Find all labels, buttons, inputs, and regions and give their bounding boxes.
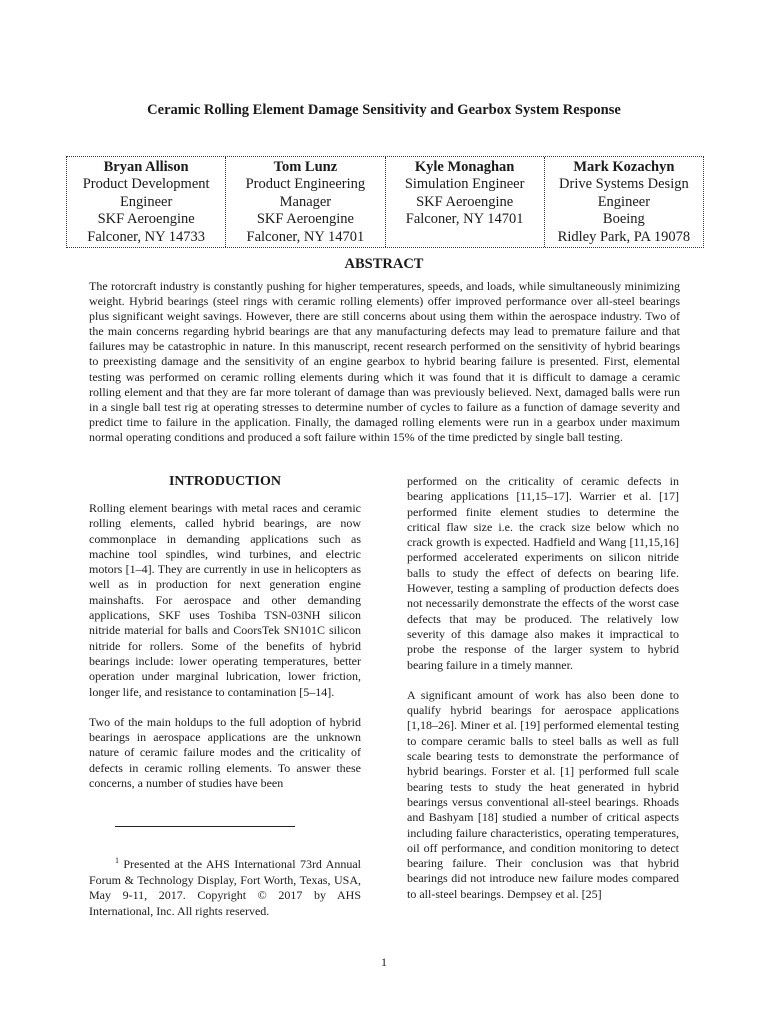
abstract-heading: ABSTRACT	[344, 256, 424, 272]
author-block	[545, 157, 703, 247]
author-line: SKF Aeroengine	[97, 211, 195, 228]
author-line: Manager	[279, 193, 332, 210]
author-line: Falconer, NY 14733	[87, 228, 205, 245]
body-paragraph: performed on the criticality of ceramic defects in bearing applications [11,15–17]. Warrier et al. [17] performed finite element studies to determine the critical flaw size i.e. the crack size below which no crack growth is expected. Hadfield and Wang [11,15,16] performed accelerated experiments on silicon nitride balls to study the effect of defects on bearing life. However, testing a sampling of production defects does not necessarily demonstrate the effects of the worst case defects that may be produced. The relatively low severity of this damage also makes it impractical to probe the response of the larger system to hybrid bearing failure in a timely manner.	[407, 474, 679, 672]
author-name: Mark Kozachyn	[573, 159, 675, 175]
body-paragraph: A significant amount of work has also been done to qualify hybrid bearings for aerospace applications [1,18–26]. Miner et al. [19] performed elemental testing to compare ceramic balls to steel balls as well as full scale bearing tests to demonstrate the performance of hybrid bearings. Forster et al. [1] performed full scale bearing tests to study the heat generated in hybrid bearings versus conventional all-steel bearings. Rhoads and Bashyam [18] studied a number of critical aspects including failure characteristics, operating temperatures, oil off performance, and condition monitoring to detect bearing failure. Their conclusion was that hybrid bearings did not introduce new failure modes compared to all-steel bearings. Dempsey et al. [25]	[407, 687, 679, 901]
author-line: Ridley Park, PA 19078	[557, 228, 691, 245]
author-name: Tom Lunz	[273, 159, 338, 175]
author-name: Bryan Allison	[103, 159, 189, 175]
body-paragraph: Rolling element bearings with metal races and ceramic rolling elements, called hybrid bearings, are now commonplace in demanding applications such as machine tool spindles, wind turbines, and electric motors [1–4]. They are currently in use in helicopters as well as in production for next generation engine mainshafts. For aerospace and other demanding applications, SKF uses Toshiba TSN-03NH silicon nitride material for balls and CoorsTek SN101C silicon nitride for rollers. Some of the benefits of hybrid bearings include: lower operating temperatures, better operation under marginal lubrication, lower friction, longer life, and resistance to contamination [5–14].	[89, 501, 361, 699]
author-line: Product Engineering	[245, 176, 366, 193]
author-line: Product Development	[82, 176, 210, 193]
author-block	[386, 157, 545, 247]
author-line: Boeing	[602, 211, 645, 228]
author-line: Drive Systems Design	[559, 176, 689, 193]
author-block	[226, 157, 385, 247]
introduction-heading: INTRODUCTION	[168, 474, 281, 489]
author-name: Kyle Monaghan	[414, 159, 515, 175]
author-line: Falconer, NY 14701	[405, 211, 524, 228]
author-line: SKF Aeroengine	[256, 211, 354, 228]
abstract-text: The rotorcraft industry is constantly pushing for higher temperatures, speeds, and loads, while simultaneously minimizing weight. Hybrid bearings (steel rings with ceramic rolling elements) offer improved performance over all-steel bearings plus significant weight savings. However, there are still concerns about using them within the aerospace industry. Two of the main concerns regarding hybrid bearings are that any manufacturing defects may lead to premature failure and that failures may be catastrophic in nature. In this manuscript, recent research performed on the sensitivity of hybrid bearings to preexisting damage and the sensitivity of an engine gearbox to hybrid bearing failure is presented. First, elemental testing was performed on ceramic rolling elements during which it was found that it is difficult to damage a ceramic rolling element and that they are far more tolerant of damage than was previously believed. Next, damaged balls were run in a single ball test rig at operating stresses to determine number of cycles to failure as a function of damage severity and predict time to failure in the application. Finally, the damaged rolling elements were run in a gearbox under maximum normal operating conditions and produced a soft failure within 15% of the time predicted by single ball testing.	[89, 279, 680, 444]
paper-title: Ceramic Rolling Element Damage Sensitivity and Gearbox System Response	[147, 102, 621, 118]
author-table	[66, 156, 704, 248]
footnote-text: Presented at the AHS International 73rd Annual Forum & Technology Display, Fort Worth, Texas, USA, May 9-11, 2017. Copyright © 2017 by AHS International, Inc. All rights reserved.	[89, 857, 361, 918]
author-line: Simulation Engineer	[404, 176, 525, 193]
author-block	[67, 157, 226, 247]
author-line: Engineer	[119, 193, 173, 210]
footnote-rule	[115, 826, 295, 827]
right-column	[407, 474, 679, 902]
footnote-mark: 1	[115, 856, 119, 865]
author-line: Engineer	[597, 193, 651, 210]
footnote	[89, 853, 361, 919]
author-line: Falconer, NY 14701	[246, 228, 365, 245]
page-number: 1	[381, 955, 387, 969]
body-paragraph: Two of the main holdups to the full adoption of hybrid bearings in aerospace applications are the unknown nature of ceramic failure modes and the criticality of defects in ceramic rolling elements. To answer these concerns, a number of studies have been	[89, 714, 361, 791]
author-line: SKF Aeroengine	[416, 193, 514, 210]
